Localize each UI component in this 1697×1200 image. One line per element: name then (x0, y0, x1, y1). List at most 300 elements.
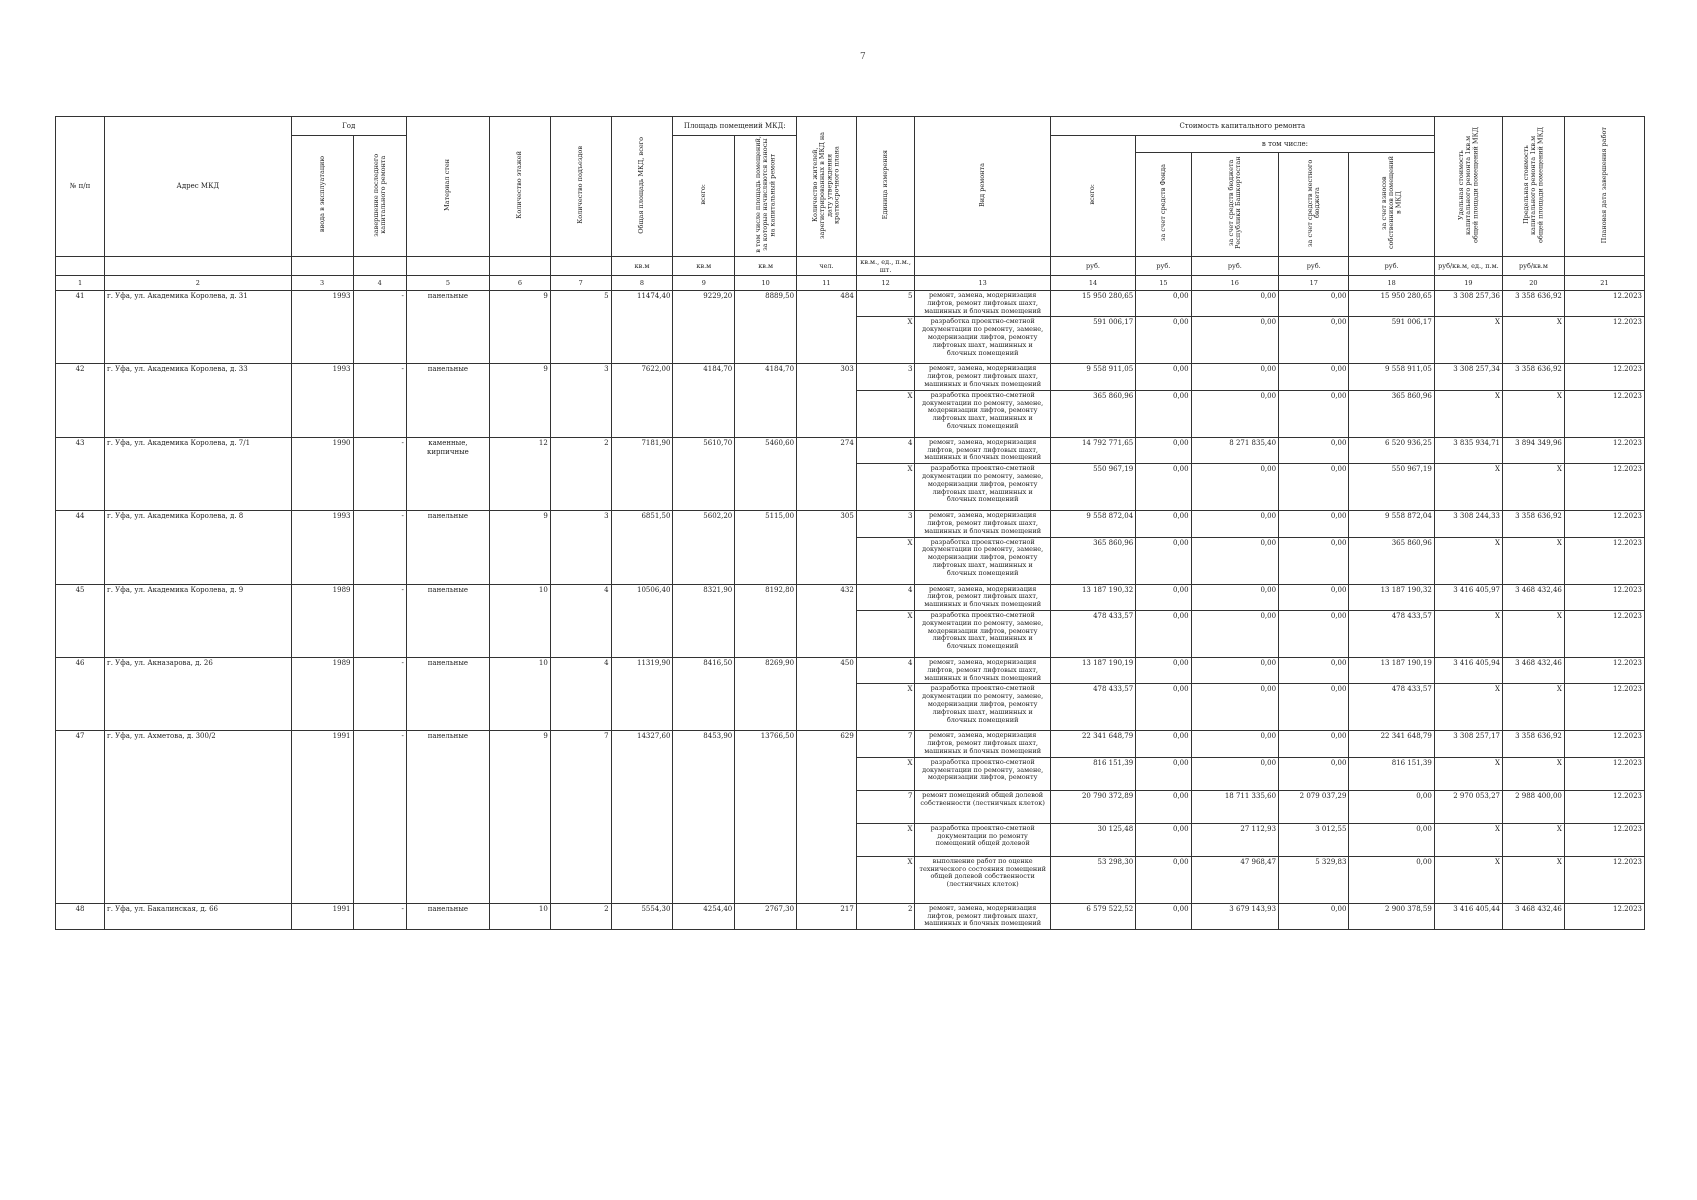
unit-cell (406, 256, 489, 275)
cost-republic: 0,00 (1191, 757, 1278, 790)
unit-cell (490, 256, 551, 275)
row-number: 45 (56, 584, 105, 657)
wall-material: панельные (406, 291, 489, 364)
max-cost: 3 894 349,96 (1503, 437, 1565, 463)
year-commission: 1993 (291, 511, 353, 584)
cost-local: 0,00 (1279, 757, 1349, 790)
floors-count: 10 (490, 903, 551, 929)
cost-local: 0,00 (1279, 684, 1349, 731)
column-number-cell: 13 (915, 276, 1050, 291)
row-number: 48 (56, 903, 105, 929)
max-cost: X (1503, 856, 1565, 903)
cost-owners: 6 520 936,25 (1349, 437, 1434, 463)
column-number-cell: 1 (56, 276, 105, 291)
unit-cost: X (1434, 390, 1502, 437)
deadline-date: 12.2023 (1564, 757, 1644, 790)
column-number-cell: 20 (1503, 276, 1565, 291)
header-floors-text: Количество этажей (515, 151, 524, 219)
deadline-date: 12.2023 (1564, 291, 1644, 317)
cost-local: 3 012,55 (1279, 823, 1349, 856)
column-numbers-row (56, 276, 1645, 291)
residents-count: 432 (797, 584, 857, 657)
work-unit: X (856, 856, 915, 903)
wall-material: панельные (406, 364, 489, 437)
cost-total: 13 187 190,19 (1050, 657, 1135, 683)
work-unit: X (856, 684, 915, 731)
table-row (56, 437, 1645, 463)
entrances-count: 4 (550, 657, 611, 730)
header-walls-text: Материал стен (443, 159, 452, 211)
unit-cost: 3 416 405,44 (1434, 903, 1502, 929)
units-row (56, 256, 1645, 275)
deadline-date: 12.2023 (1564, 390, 1644, 437)
header-year-last-repair-text: завершение последнего капитального ремонта (371, 153, 387, 236)
column-number-cell: 18 (1349, 276, 1434, 291)
cost-fund: 0,00 (1136, 731, 1191, 757)
header-year-last-repair (353, 136, 406, 257)
total-area: 7181,90 (611, 437, 673, 510)
cost-owners: 478 433,57 (1349, 684, 1434, 731)
header-cost-incl: в том числе: (1136, 136, 1435, 153)
cost-republic: 0,00 (1191, 610, 1278, 657)
row-number: 47 (56, 731, 105, 903)
cost-total: 22 341 648,79 (1050, 731, 1135, 757)
entrances-count: 5 (550, 291, 611, 364)
deadline-date: 12.2023 (1564, 537, 1644, 584)
unit-cost: 3 308 244,33 (1434, 511, 1502, 537)
max-cost: 3 468 432,46 (1503, 657, 1565, 683)
header-num: № п/п (56, 117, 105, 257)
unit-cost: 3 308 257,34 (1434, 364, 1502, 390)
column-number-cell: 16 (1191, 276, 1278, 291)
cost-republic: 0,00 (1191, 364, 1278, 390)
work-unit: X (856, 464, 915, 511)
cost-local: 0,00 (1279, 731, 1349, 757)
cost-republic: 0,00 (1191, 390, 1278, 437)
deadline-date: 12.2023 (1564, 584, 1644, 610)
repair-plan-table-container (55, 116, 1645, 930)
cost-republic: 0,00 (1191, 657, 1278, 683)
column-number-cell: 10 (735, 276, 797, 291)
unit-cost: X (1434, 823, 1502, 856)
year-commission: 1991 (291, 731, 353, 903)
cost-fund: 0,00 (1136, 364, 1191, 390)
row-number: 46 (56, 657, 105, 730)
residents-count: 629 (797, 731, 857, 903)
unit-cell: руб. (1050, 256, 1135, 275)
header-entrances-text: Количество подъездов (576, 146, 585, 224)
cost-owners: 478 433,57 (1349, 610, 1434, 657)
unit-cell: чел. (797, 256, 857, 275)
column-number-cell: 2 (105, 276, 292, 291)
cost-fund: 0,00 (1136, 537, 1191, 584)
table-row (56, 364, 1645, 390)
floors-count: 9 (490, 291, 551, 364)
house-address: г. Уфа, ул. Бакалинская, д. 66 (105, 903, 292, 929)
column-number-cell: 3 (291, 276, 353, 291)
premises-contrib-area: 5115,00 (735, 511, 797, 584)
work-type: разработка проектно-сметной документации по ремонту, замене, модернизации лифтов, ремонту (915, 757, 1050, 790)
cost-republic: 0,00 (1191, 731, 1278, 757)
cost-republic: 0,00 (1191, 317, 1278, 364)
unit-cell: руб. (1349, 256, 1434, 275)
premises-area: 8416,50 (673, 657, 735, 730)
cost-republic: 0,00 (1191, 684, 1278, 731)
header-entrances (550, 117, 611, 257)
work-unit: X (856, 823, 915, 856)
year-last-repair: - (353, 584, 406, 657)
cost-total: 30 125,48 (1050, 823, 1135, 856)
deadline-date: 12.2023 (1564, 610, 1644, 657)
unit-cell: руб. (1279, 256, 1349, 275)
cost-local: 0,00 (1279, 464, 1349, 511)
work-type: ремонт, замена, модернизация лифтов, ремонт лифтовых шахт, машинных и блочных помещений (915, 291, 1050, 317)
cost-total: 478 433,57 (1050, 610, 1135, 657)
header-max-cost-text: Предельная стоимость капитального ремонта 1кв.м общей площади помещений МКД (1521, 127, 1544, 243)
cost-republic: 0,00 (1191, 537, 1278, 584)
cost-local: 2 079 037,29 (1279, 790, 1349, 823)
max-cost: 3 358 636,92 (1503, 291, 1565, 317)
premises-contrib-area: 13766,50 (735, 731, 797, 903)
premises-area: 5602,20 (673, 511, 735, 584)
page-mark: 7 (860, 52, 866, 62)
cost-total: 13 187 190,32 (1050, 584, 1135, 610)
premises-contrib-area: 5460,60 (735, 437, 797, 510)
header-premises-total-text: всего: (699, 184, 708, 205)
column-number-cell: 8 (611, 276, 673, 291)
unit-cell: руб/кв.м (1503, 256, 1565, 275)
total-area: 14327,60 (611, 731, 673, 903)
deadline-date: 12.2023 (1564, 511, 1644, 537)
unit-cost: 2 970 053,27 (1434, 790, 1502, 823)
wall-material: панельные (406, 731, 489, 903)
table-row (56, 511, 1645, 537)
entrances-count: 4 (550, 584, 611, 657)
header-total-area-text: Общая площадь МКД, всего (637, 136, 646, 234)
cost-fund: 0,00 (1136, 390, 1191, 437)
header-year-commission (291, 136, 353, 257)
cost-republic: 0,00 (1191, 511, 1278, 537)
work-unit: 4 (856, 437, 915, 463)
column-number-cell: 17 (1279, 276, 1349, 291)
work-type: разработка проектно-сметной документации по ремонту, замене, модернизации лифтов, ремонту лифтовых шахт, машинных и блочных помещений (915, 390, 1050, 437)
header-cost-local-text: за счет средств местного бюджета (1305, 159, 1321, 247)
unit-cell (915, 256, 1050, 275)
work-unit: 2 (856, 903, 915, 929)
entrances-count: 2 (550, 903, 611, 929)
header-work-type-text: Вид ремонта (978, 163, 987, 207)
residents-count: 303 (797, 364, 857, 437)
header-deadline (1564, 117, 1644, 257)
unit-cost: 3 416 405,97 (1434, 584, 1502, 610)
house-address: г. Уфа, ул. Академика Королева, д. 33 (105, 364, 292, 437)
house-address: г. Уфа, ул. Акназарова, д. 26 (105, 657, 292, 730)
column-number-cell: 6 (490, 276, 551, 291)
unit-cost: X (1434, 317, 1502, 364)
cost-republic: 0,00 (1191, 291, 1278, 317)
entrances-count: 7 (550, 731, 611, 903)
cost-republic: 8 271 835,40 (1191, 437, 1278, 463)
max-cost: 3 468 432,46 (1503, 903, 1565, 929)
column-number-cell: 5 (406, 276, 489, 291)
unit-cell (105, 256, 292, 275)
work-unit: 7 (856, 790, 915, 823)
max-cost: 3 358 636,92 (1503, 511, 1565, 537)
column-number-cell: 7 (550, 276, 611, 291)
cost-fund: 0,00 (1136, 317, 1191, 364)
year-commission: 1990 (291, 437, 353, 510)
cost-total: 15 950 280,65 (1050, 291, 1135, 317)
row-number: 43 (56, 437, 105, 510)
entrances-count: 2 (550, 437, 611, 510)
residents-count: 217 (797, 903, 857, 929)
entrances-count: 3 (550, 364, 611, 437)
cost-local: 0,00 (1279, 657, 1349, 683)
cost-total: 478 433,57 (1050, 684, 1135, 731)
column-number-cell: 14 (1050, 276, 1135, 291)
cost-owners: 0,00 (1349, 823, 1434, 856)
deadline-date: 12.2023 (1564, 823, 1644, 856)
premises-area: 4254,40 (673, 903, 735, 929)
year-commission: 1993 (291, 364, 353, 437)
unit-cell: руб. (1191, 256, 1278, 275)
cost-owners: 2 900 378,59 (1349, 903, 1434, 929)
deadline-date: 12.2023 (1564, 684, 1644, 731)
work-unit: 3 (856, 364, 915, 390)
cost-local: 0,00 (1279, 364, 1349, 390)
cost-fund: 0,00 (1136, 823, 1191, 856)
cost-total: 591 006,17 (1050, 317, 1135, 364)
total-area: 11319,90 (611, 657, 673, 730)
work-unit: 4 (856, 657, 915, 683)
cost-local: 0,00 (1279, 903, 1349, 929)
max-cost: X (1503, 390, 1565, 437)
cost-local: 0,00 (1279, 390, 1349, 437)
header-work-type (915, 117, 1050, 257)
cost-local: 0,00 (1279, 317, 1349, 364)
cost-republic: 27 112,93 (1191, 823, 1278, 856)
unit-cost: X (1434, 856, 1502, 903)
cost-fund: 0,00 (1136, 511, 1191, 537)
cost-owners: 550 967,19 (1349, 464, 1434, 511)
unit-cost: X (1434, 464, 1502, 511)
work-type: выполнение работ по оценке технического состояния помещений общей долевой собственности (лестничных клеток) (915, 856, 1050, 903)
header-cost-republic (1191, 153, 1278, 257)
cost-owners: 365 860,96 (1349, 390, 1434, 437)
unit-cost: 3 416 405,94 (1434, 657, 1502, 683)
cost-owners: 816 151,39 (1349, 757, 1434, 790)
work-unit: X (856, 610, 915, 657)
wall-material: панельные (406, 511, 489, 584)
header-unit-cost (1434, 117, 1502, 257)
cost-owners: 22 341 648,79 (1349, 731, 1434, 757)
cost-total: 20 790 372,89 (1050, 790, 1135, 823)
table-body (56, 291, 1645, 930)
max-cost: X (1503, 464, 1565, 511)
work-type: ремонт, замена, модернизация лифтов, ремонт лифтовых шахт, машинных и блочных помещений (915, 657, 1050, 683)
cost-local: 0,00 (1279, 537, 1349, 584)
cost-fund: 0,00 (1136, 584, 1191, 610)
cost-total: 9 558 911,05 (1050, 364, 1135, 390)
premises-area: 8453,90 (673, 731, 735, 903)
row-number: 42 (56, 364, 105, 437)
cost-fund: 0,00 (1136, 610, 1191, 657)
premises-contrib-area: 2767,30 (735, 903, 797, 929)
work-type: ремонт, замена, модернизация лифтов, ремонт лифтовых шахт, машинных и блочных помещений (915, 903, 1050, 929)
header-unit (856, 117, 915, 257)
work-unit: X (856, 537, 915, 584)
unit-cell: кв.м (673, 256, 735, 275)
cost-local: 0,00 (1279, 610, 1349, 657)
cost-fund: 0,00 (1136, 684, 1191, 731)
unit-cell: кв.м (611, 256, 673, 275)
cost-republic: 3 679 143,93 (1191, 903, 1278, 929)
work-type: разработка проектно-сметной документации по ремонту, замене, модернизации лифтов, ремонту лифтовых шахт, машинных и блочных помещений (915, 464, 1050, 511)
header-premises-group: Площадь помещений МКД: (673, 117, 797, 136)
entrances-count: 3 (550, 511, 611, 584)
deadline-date: 12.2023 (1564, 731, 1644, 757)
work-type: ремонт, замена, модернизация лифтов, ремонт лифтовых шахт, машинных и блочных помещений (915, 731, 1050, 757)
work-type: ремонт, замена, модернизация лифтов, ремонт лифтовых шахт, машинных и блочных помещений (915, 584, 1050, 610)
cost-total: 550 967,19 (1050, 464, 1135, 511)
total-area: 7622,00 (611, 364, 673, 437)
year-last-repair: - (353, 731, 406, 903)
work-unit: 3 (856, 511, 915, 537)
cost-fund: 0,00 (1136, 856, 1191, 903)
deadline-date: 12.2023 (1564, 657, 1644, 683)
cost-fund: 0,00 (1136, 437, 1191, 463)
header-deadline-text: Плановая дата завершения работ (1599, 126, 1608, 244)
cost-republic: 0,00 (1191, 464, 1278, 511)
column-number-cell: 11 (797, 276, 857, 291)
column-number-cell: 12 (856, 276, 915, 291)
deadline-date: 12.2023 (1564, 317, 1644, 364)
year-last-repair: - (353, 364, 406, 437)
deadline-date: 12.2023 (1564, 903, 1644, 929)
cost-fund: 0,00 (1136, 657, 1191, 683)
table-row (56, 291, 1645, 317)
work-type: разработка проектно-сметной документации по ремонту помещений общей долевой (915, 823, 1050, 856)
cost-fund: 0,00 (1136, 757, 1191, 790)
column-number-cell: 19 (1434, 276, 1502, 291)
year-last-repair: - (353, 437, 406, 510)
max-cost: 3 358 636,92 (1503, 364, 1565, 390)
work-type: ремонт помещений общей долевой собственности (лестничных клеток) (915, 790, 1050, 823)
premises-contrib-area: 8889,50 (735, 291, 797, 364)
header-cost-fund-text: за счет средств Фонда (1158, 164, 1167, 242)
total-area: 5554,30 (611, 903, 673, 929)
residents-count: 484 (797, 291, 857, 364)
header-premises-total (673, 136, 735, 257)
cost-total: 365 860,96 (1050, 537, 1135, 584)
header-cost-total-text: всего: (1088, 184, 1097, 205)
unit-cell: руб/кв.м, ед., п.м. (1434, 256, 1502, 275)
unit-cost: X (1434, 610, 1502, 657)
column-number-cell: 15 (1136, 276, 1191, 291)
residents-count: 305 (797, 511, 857, 584)
unit-cell: кв.м., ед., п.м., шт. (856, 256, 915, 275)
header-unit-cost-text: Удельная стоимость капитального ремонта 1кв.м общей площади помещений МКД (1456, 127, 1479, 243)
header-cost-republic-text: за счет средств бюджета Республики Башкортостан (1226, 156, 1242, 250)
header-cost-fund (1136, 153, 1191, 257)
header-cost-owners-text: за счет взносов собственников помещений в МКД (1379, 156, 1403, 250)
total-area: 11474,40 (611, 291, 673, 364)
header-residents-text: Количество жителей, зарегистрированных в МКД на дату утверждения краткосрочного плана (811, 131, 841, 239)
work-unit: X (856, 390, 915, 437)
floors-count: 10 (490, 657, 551, 730)
cost-fund: 0,00 (1136, 464, 1191, 511)
floors-count: 9 (490, 511, 551, 584)
max-cost: 3 358 636,92 (1503, 731, 1565, 757)
year-last-repair: - (353, 657, 406, 730)
cost-republic: 47 968,47 (1191, 856, 1278, 903)
table-row (56, 584, 1645, 610)
cost-owners: 13 187 190,32 (1349, 584, 1434, 610)
cost-total: 365 860,96 (1050, 390, 1135, 437)
cost-local: 0,00 (1279, 291, 1349, 317)
unit-cost: 3 308 257,17 (1434, 731, 1502, 757)
header-total-area (611, 117, 673, 257)
row-number: 44 (56, 511, 105, 584)
cost-local: 0,00 (1279, 584, 1349, 610)
work-unit: 4 (856, 584, 915, 610)
header-premises-contrib (735, 136, 797, 257)
work-type: ремонт, замена, модернизация лифтов, ремонт лифтовых шахт, машинных и блочных помещений (915, 437, 1050, 463)
unit-cost: 3 835 934,71 (1434, 437, 1502, 463)
wall-material: панельные (406, 584, 489, 657)
header-cost-owners (1349, 153, 1434, 257)
header-cost-group: Стоимость капитального ремонта (1050, 117, 1434, 136)
unit-cell (1564, 256, 1644, 275)
cost-total: 6 579 522,52 (1050, 903, 1135, 929)
max-cost: X (1503, 823, 1565, 856)
year-last-repair: - (353, 903, 406, 929)
max-cost: X (1503, 757, 1565, 790)
premises-area: 8321,90 (673, 584, 735, 657)
deadline-date: 12.2023 (1564, 464, 1644, 511)
floors-count: 9 (490, 364, 551, 437)
cost-local: 0,00 (1279, 437, 1349, 463)
house-address: г. Уфа, ул. Академика Королева, д. 31 (105, 291, 292, 364)
unit-cost: X (1434, 537, 1502, 584)
cost-owners: 9 558 911,05 (1349, 364, 1434, 390)
unit-cost: X (1434, 684, 1502, 731)
cost-local: 0,00 (1279, 511, 1349, 537)
header-premises-contrib-text: в том числе площадь помещений, за которые начисляются взносы на капитальный ремонт (753, 136, 777, 253)
header-cost-total (1050, 136, 1135, 257)
cost-local: 5 329,83 (1279, 856, 1349, 903)
max-cost: X (1503, 317, 1565, 364)
work-type: ремонт, замена, модернизация лифтов, ремонт лифтовых шахт, машинных и блочных помещений (915, 511, 1050, 537)
work-type: разработка проектно-сметной документации по ремонту, замене, модернизации лифтов, ремонту лифтовых шахт, машинных и блочных помещений (915, 684, 1050, 731)
floors-count: 9 (490, 731, 551, 903)
work-unit: 5 (856, 291, 915, 317)
work-unit: X (856, 757, 915, 790)
repair-plan-table (55, 116, 1645, 930)
header-walls (406, 117, 489, 257)
year-last-repair: - (353, 291, 406, 364)
unit-cell (291, 256, 353, 275)
year-commission: 1993 (291, 291, 353, 364)
work-type: разработка проектно-сметной документации по ремонту, замене, модернизации лифтов, ремонту лифтовых шахт, машинных и блочных помещений (915, 610, 1050, 657)
row-number: 41 (56, 291, 105, 364)
table-row (56, 731, 1645, 757)
cost-owners: 0,00 (1349, 856, 1434, 903)
premises-contrib-area: 8269,90 (735, 657, 797, 730)
unit-cell: кв.м (735, 256, 797, 275)
total-area: 10506,40 (611, 584, 673, 657)
year-commission: 1989 (291, 584, 353, 657)
